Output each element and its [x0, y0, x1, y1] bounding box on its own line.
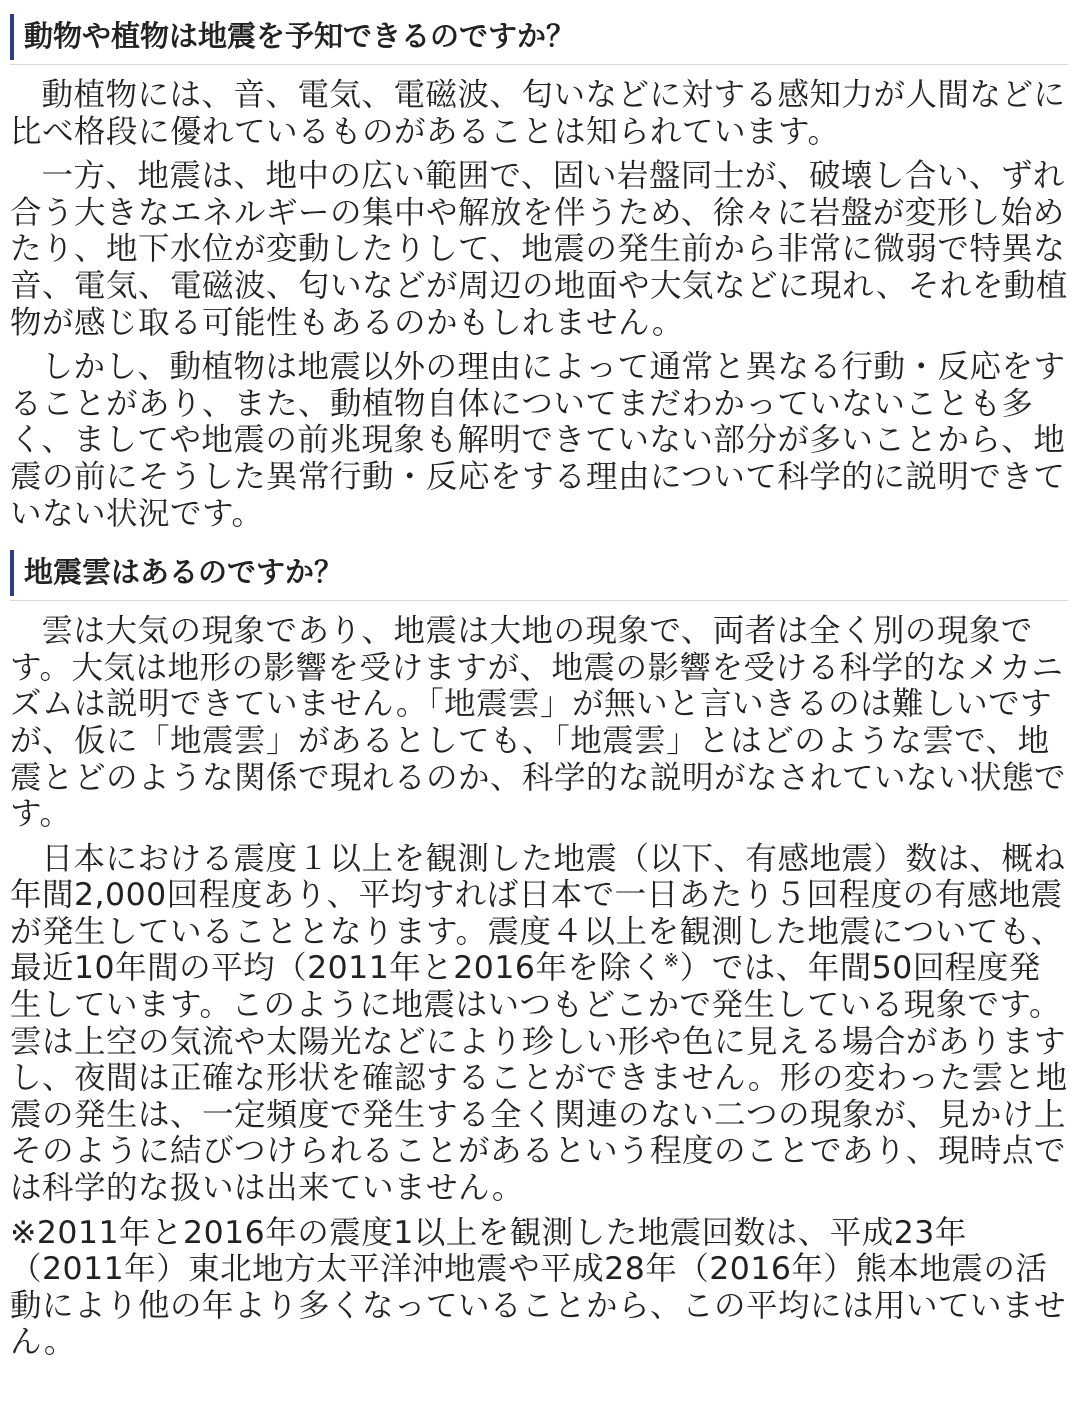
paragraph: 一方、地震は、地中の広い範囲で、固い岩盤同士が、破壊し合い、ずれ合う大きなエネルギーの集中や解放を伴うため、徐々に岩盤が変形し始めたり、地下水位が変動したりして、地震の発生前から非常に微弱で特異な音、電気、電磁波、匂いなどが周辺の地面や大気などに現れ、それを動植物が感じ取る可能性もあるのかもしれません。: [10, 158, 1068, 341]
paragraph-with-footnote: [10, 841, 1068, 1207]
footnote-mark: ※: [663, 949, 680, 972]
section-heading: 動物や植物は地震を予知できるのですか？: [10, 10, 1068, 65]
section-animals-plants: [10, 10, 1068, 532]
paragraph: しかし、動植物は地震以外の理由によって通常と異なる行動・反応をすることがあり、また、動植物自体についてまだわかっていないことも多く、ましてや地震の前兆現象も解明できていない部分が多いことから、地震の前にそうした異常行動・反応をする理由について科学的に説明できていない状況です。: [10, 349, 1066, 532]
paragraph: 動植物には、音、電気、電磁波、匂いなどに対する感知力が人間などに比べ格段に優れているものがあることは知られています。: [10, 77, 1066, 150]
paragraph-text-after: ）では、年間50回程度発生しています。このように地震はいつもどこかで発生している現象です。雲は上空の気流や太陽光などにより珍しい形や色に見える場合がありますし、夜間は正確な形状を確認することができません。形の変わった雲と地震の発生は、一定頻度で発生する全く関連のない二つの現象が、見かけ上そのように結びつけられることがあるという程度のことであり、現時点では科学的な扱いは出来ていません。: [10, 950, 1068, 1207]
section-earthquake-clouds: [10, 546, 1068, 1361]
paragraph-text-before: 日本における震度１以上を観測した地震（以下、有感地震）数は、概ね年間2,000回程度あり、平均すれば日本で一日あたり５回程度の有感地震が発生していることとなります。震度４以上を観測した地震についても、最近10年間の平均（2011年と2016年を除く: [10, 840, 1066, 987]
footnote: ※2011年と2016年の震度1以上を観測した地震回数は、平成23年（2011年）東北地方太平洋沖地震や平成28年（2016年）熊本地震の活動により他の年より多くなっていることから、この平均には用いていません。: [10, 1214, 1067, 1361]
section-heading: 地震雲はあるのですか？: [10, 546, 1068, 601]
paragraph: 雲は大気の現象であり、地震は大地の現象で、両者は全く別の現象です。大気は地形の影響を受けますが、地震の影響を受ける科学的なメカニズムは説明できていません。「地震雲」が無いと言いきるのは難しいですが、仮に「地震雲」があるとしても、「地震雲」とはどのような雲で、地震とどのような関係で現れるのか、科学的な説明がなされていない状態です。: [10, 613, 1067, 833]
